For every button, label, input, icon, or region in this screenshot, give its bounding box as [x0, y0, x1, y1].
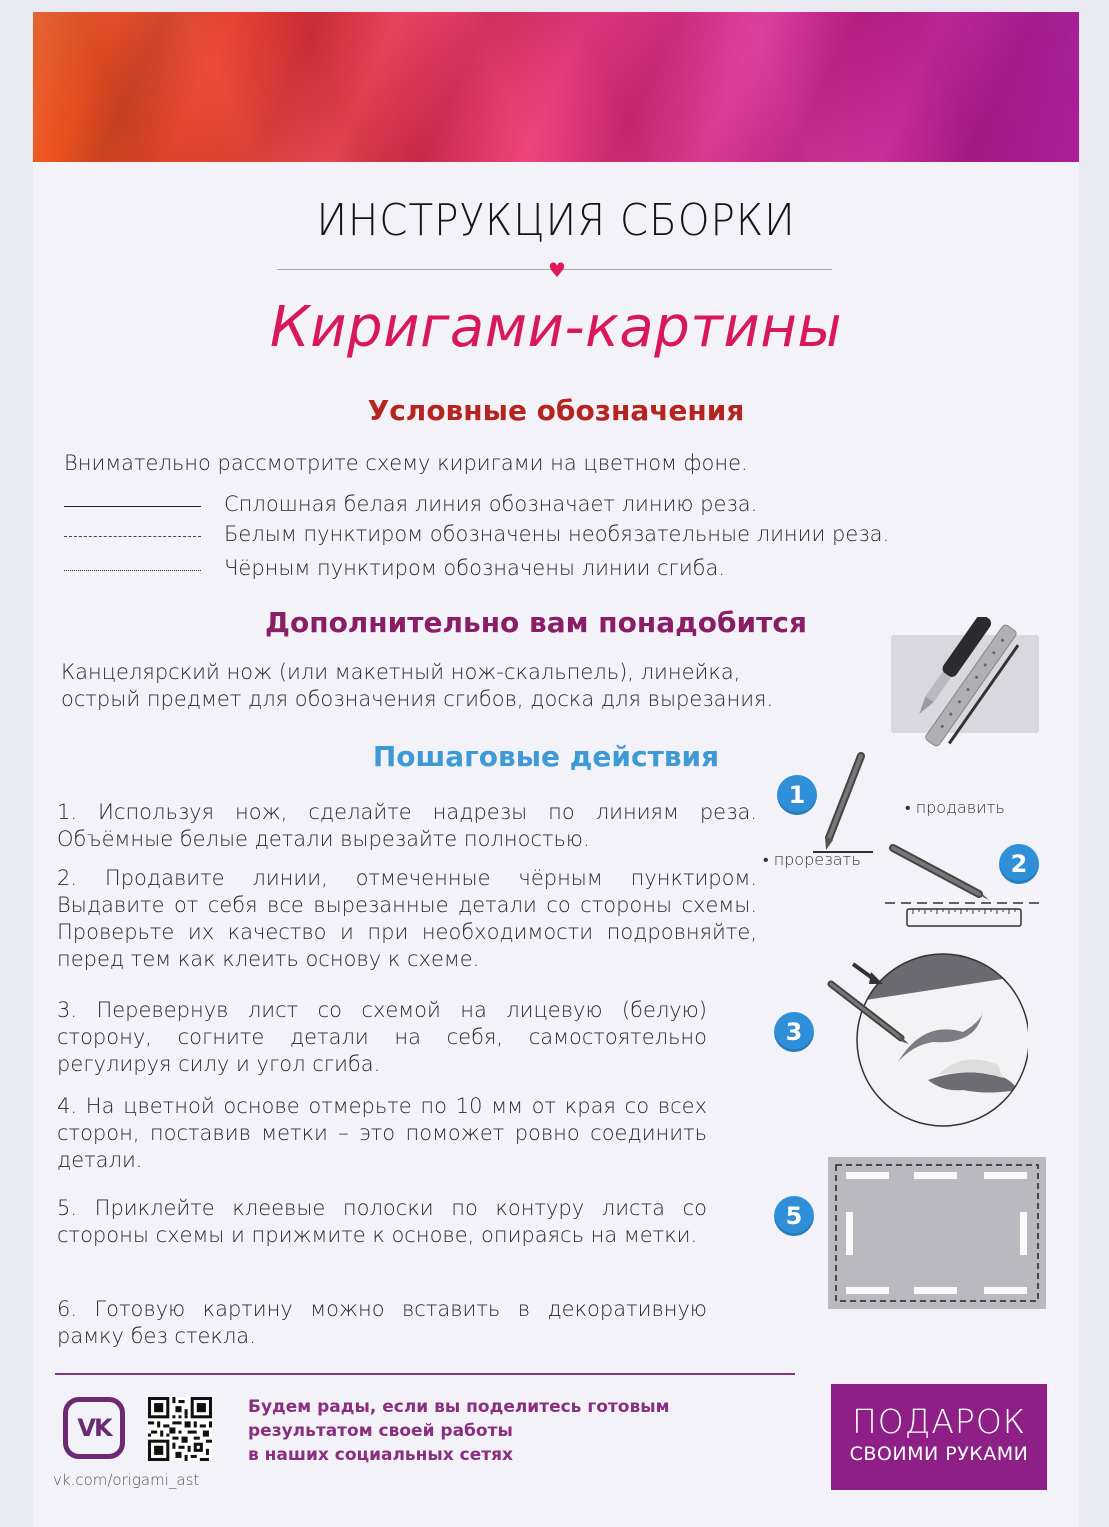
origami-banner-image: [33, 12, 1079, 162]
vk-url-link[interactable]: vk.com/origami_ast: [53, 1471, 200, 1489]
legend-heading: Условные обозначения: [367, 394, 745, 427]
step-5: 5. Приклейте клеевые полоски по контуру листа со стороны схемы и прижмите к основе, опираясь на метки.: [57, 1196, 707, 1247]
label-cut: • прорезать: [763, 850, 861, 869]
extra-text-line: Канцелярский нож (или макетный нож-скальпель), линейка,: [61, 660, 741, 684]
solid-line-icon: [64, 506, 201, 507]
heart-icon: ♥: [548, 258, 566, 282]
legend-item-text: Сплошная белая линия обозначает линию реза.: [224, 492, 758, 516]
extra-heading: Дополнительно вам понадобится: [265, 606, 807, 639]
gift-brand-badge: [831, 1384, 1047, 1490]
share-line: результатом своей работы: [248, 1421, 513, 1441]
folding-detail-icon: [813, 950, 1028, 1130]
step-4: 4. На цветной основе отмерьте по 10 мм от края со всех сторон, поставив метки – это поможет ровно соединить детали.: [57, 1094, 707, 1172]
gift-brand-line1: ПОДАРОК: [851, 1402, 1027, 1441]
gift-brand-line2: СВОИМИ РУКАМИ: [849, 1443, 1029, 1465]
step-3: 3. Перевернув лист со схемой на лицевую (белую) сторону, согните детали на себя, самостоятельно регулируя силу и угол сгиба.: [57, 998, 707, 1076]
extra-text: [61, 659, 891, 713]
step-badge-5: 5: [774, 1196, 814, 1236]
share-line: Будем рады, если вы поделитесь готовым: [248, 1397, 670, 1417]
share-message: [248, 1395, 669, 1467]
legend-item-solid: [64, 492, 1064, 520]
qr-code-icon[interactable]: [148, 1397, 212, 1461]
footer-divider: [55, 1373, 795, 1375]
tools-image: [891, 635, 1039, 733]
page-subtitle: Киригами-картины: [269, 295, 843, 360]
step-2: 2. Продавите линии, отмеченные чёрным пунктиром. Выдавите от себя все вырезанные детали со стороны схемы. Проверьте их качество и при необходимости подровняйте, перед тем как клеить основу к схеме.: [57, 866, 757, 971]
adhesive-strips-icon: [828, 1157, 1046, 1309]
page-title: ИНСТРУКЦИЯ СБОРКИ: [316, 195, 796, 246]
instruction-sheet: [33, 12, 1079, 1527]
step-badge-3: 3: [774, 1012, 814, 1052]
legend-item-text: Чёрным пунктиром обозначены линии сгиба.: [224, 556, 726, 580]
legend-intro: Внимательно рассмотрите схему киригами на цветном фоне.: [64, 451, 748, 475]
legend-item-dotted: [64, 556, 1064, 584]
extra-text-line: острый предмет для обозначения сгибов, доска для вырезания.: [61, 687, 774, 711]
legend-item-dashed: [64, 522, 1064, 550]
step-1: 1. Используя нож, сделайте надрезы по линиям реза. Объёмные белые детали вырезайте полностью.: [57, 800, 757, 851]
dashed-line-icon: [64, 536, 201, 537]
cutting-knife-icon: [803, 750, 873, 860]
knife-ruler-icon: [886, 617, 1046, 747]
share-line: в наших социальных сетях: [248, 1445, 514, 1465]
step-badge-2: 2: [999, 844, 1039, 884]
label-press: • продавить: [905, 798, 1005, 817]
dotted-line-icon: [64, 570, 201, 571]
step-6: 6. Готовую картину можно вставить в декоративную рамку без стекла.: [57, 1297, 707, 1348]
legend-item-text: Белым пунктиром обозначены необязательные линии реза.: [224, 522, 890, 546]
steps-heading: Пошаговые действия: [372, 740, 720, 773]
vk-logo-icon[interactable]: VK: [63, 1397, 125, 1459]
step-badge-1: 1: [777, 775, 817, 815]
pressing-tool-ruler-icon: [883, 842, 1043, 927]
